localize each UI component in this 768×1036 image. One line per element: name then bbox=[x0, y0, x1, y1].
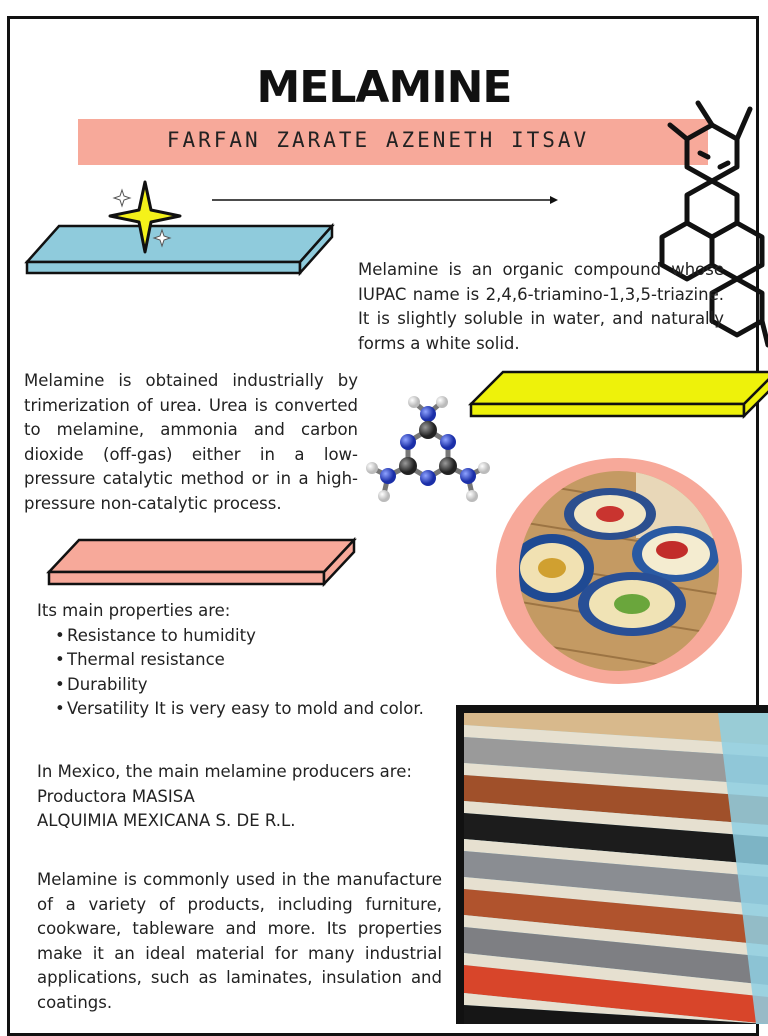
mexico-intro: In Mexico, the main melamine producers are: bbox=[37, 762, 412, 781]
sparkle-icon bbox=[100, 178, 190, 258]
properties-list bbox=[37, 624, 457, 722]
melamine-boards-photo bbox=[456, 705, 768, 1024]
properties-section bbox=[37, 599, 457, 722]
intro-paragraph: Melamine is an organic compound whose IUPAC name is 2,4,6-triamino-1,3,5-triazine. It is slightly soluble in water, and naturally forms a white solid. bbox=[358, 260, 724, 353]
properties-heading: Its main properties are: bbox=[37, 601, 231, 620]
mexico-producers-section bbox=[37, 760, 445, 834]
list-item: • Resistance to humidity bbox=[37, 624, 457, 649]
uses-paragraph: Melamine is commonly used in the manufacture of a variety of products, including furniture, cookware, tableware and more. Its properties make it an ideal material for many industrial applications, such as laminates, insulation and coatings. bbox=[37, 870, 442, 1012]
author-name: FARFAN ZARATE AZENETH ITSAV bbox=[166, 128, 590, 152]
page-title: MELAMINE bbox=[256, 62, 512, 113]
melamine-molecule-illustration bbox=[360, 392, 496, 510]
salmon-bar-shape bbox=[44, 536, 360, 592]
list-item: • Thermal resistance bbox=[37, 648, 457, 673]
producer-name: Productora MASISA bbox=[37, 786, 195, 806]
melamine-plates-photo bbox=[496, 458, 742, 684]
yellow-bar-shape bbox=[466, 366, 768, 426]
arrow-right-icon bbox=[210, 192, 560, 208]
production-paragraph: Melamine is obtained industrially by trimerization of urea. Urea is converted to melamine, ammonia and carbon dioxide (off-gas) either in a low-pressure catalytic method or in a high-pressure non-catalytic process. bbox=[24, 371, 358, 513]
list-item: • Versatility It is very easy to mold and color. bbox=[37, 697, 457, 722]
list-item: • Durability bbox=[37, 673, 457, 698]
producer-name: ALQUIMIA MEXICANA S. DE R.L. bbox=[37, 811, 296, 830]
